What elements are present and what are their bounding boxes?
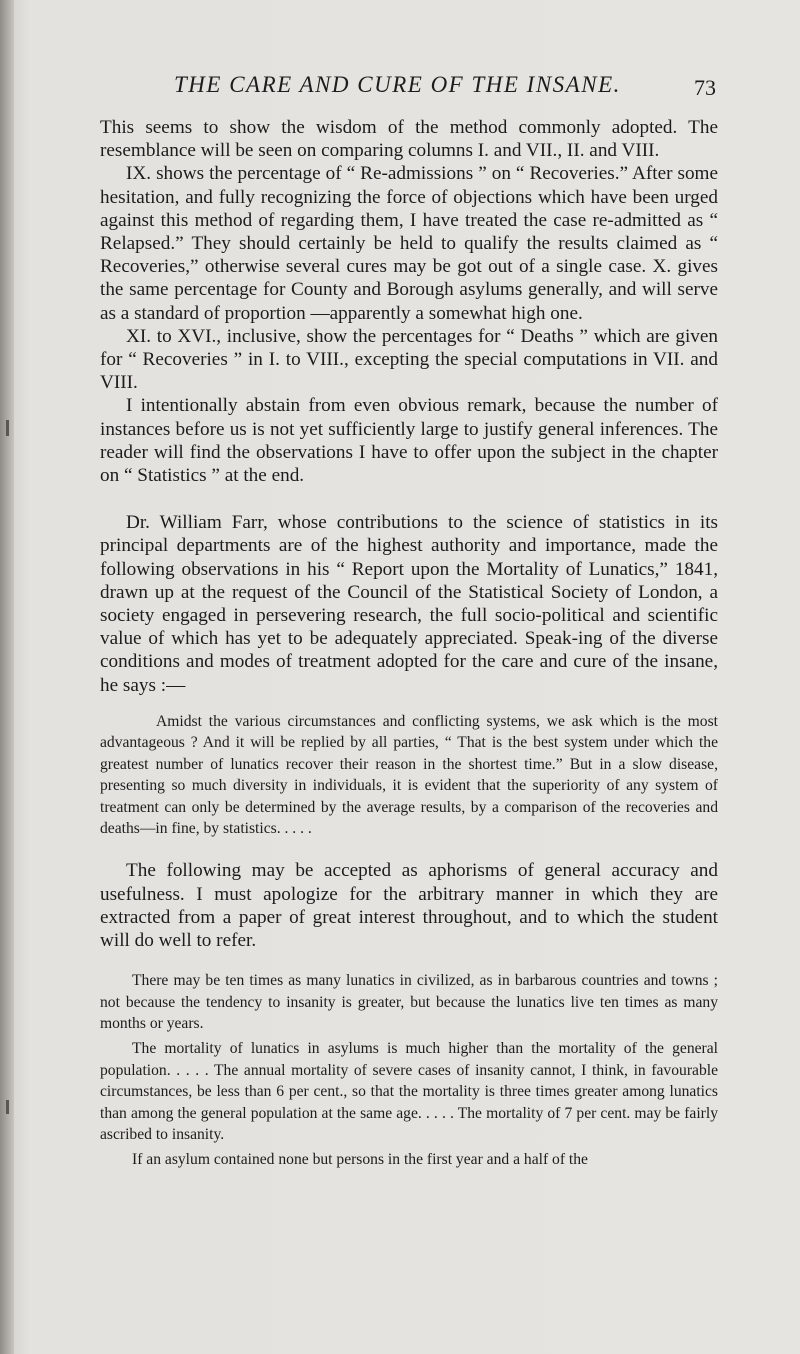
quotation-2: There may be ten times as many lunatics in civilized, as in barbarous countries and towns ; not because the tendency to insanity is greater, but because the lunatics live ten times as many months or years. xyxy=(100,972,718,1032)
paragraph-5: Dr. William Farr, whose contributions to the science of statistics in its principal departments are of the highest authority and importance, made the following observations in his “ Report upon the Mortality of Lunatics,” 1841, drawn up at the request of the Council of the Statistical Society of London, a society engaged in persevering research, the full socio-political and scientific value of which has yet to be adequately appreciated. Speak-ing of the diverse conditions and modes of treatment adopted for the care and cure of the insane, he says :— xyxy=(100,512,718,696)
quotation-1: Amidst the various circumstances and conflicting systems, we ask which is the most advantageous ? And it will be replied by all parties, “ That is the best system under which the greatest number of lunatics recover their reason in the shortest time.” But in a slow disease, presenting so much diversity in individuals, it is evident that the superiority of any system of treatment can only be determined by the average results, by a comparison of the recoveries and deaths—in fine, by statistics. . . . . xyxy=(100,712,718,837)
paragraph-3: XI. to XVI., inclusive, show the percentages for “ Deaths ” which are given for “ Recoveries ” in I. to VIII., excepting the special computations in VII. and VIII. xyxy=(100,325,718,394)
margin-mark xyxy=(6,420,9,436)
quotation-3: The mortality of lunatics in asylums is much higher than the mortality of the general population. . . . . The annual mortality of severe cases of insanity cannot, I think, in favourable circumstances, be less than 6 per cent., so that the mortality is three times greater among lunatics than among the general population at the same age. . . . . The mortality of 7 per cent. may be fairly ascribed to insanity. xyxy=(100,1040,718,1143)
running-title: THE CARE AND CURE OF THE INSANE. xyxy=(174,72,621,97)
paragraph-2: IX. shows the percentage of “ Re-admissions ” on “ Recoveries.” After some hesitation, and fully recognizing the force of objections which have been urged against this method of regarding them, I have treated the case re-admitted as “ Relapsed.” They should certainly be held to qualify the results claimed as “ Recoveries,” otherwise several cures may be got out of a single case. X. gives the same percentage for County and Borough asylums generally, and will serve as a standard of proportion —apparently a somewhat high one. xyxy=(100,163,718,324)
book-spine-shadow xyxy=(0,0,14,1354)
quotation-4: If an asylum contained none but persons in the first year and a half of the xyxy=(132,1151,588,1169)
page-number: 73 xyxy=(694,75,716,100)
paragraph-4: I intentionally abstain from even obvious remark, because the number of instances before us is not yet sufficiently large to justify general inferences. The reader will find the observations I have to offer upon the subject in the chapter on “ Statistics ” at the end. xyxy=(100,395,718,487)
page-header xyxy=(100,72,720,102)
paragraph-6: The following may be accepted as aphorisms of general accuracy and usefulness. I must apologize for the arbitrary manner in which they are extracted from a paper of great interest throughout, and to which the student will do well to refer. xyxy=(100,860,718,951)
margin-mark xyxy=(6,1100,9,1114)
paragraph-1: This seems to show the wisdom of the method commonly adopted. The resemblance will be seen on comparing columns I. and VII., II. and VIII. xyxy=(100,117,718,162)
page-body xyxy=(100,116,718,1171)
